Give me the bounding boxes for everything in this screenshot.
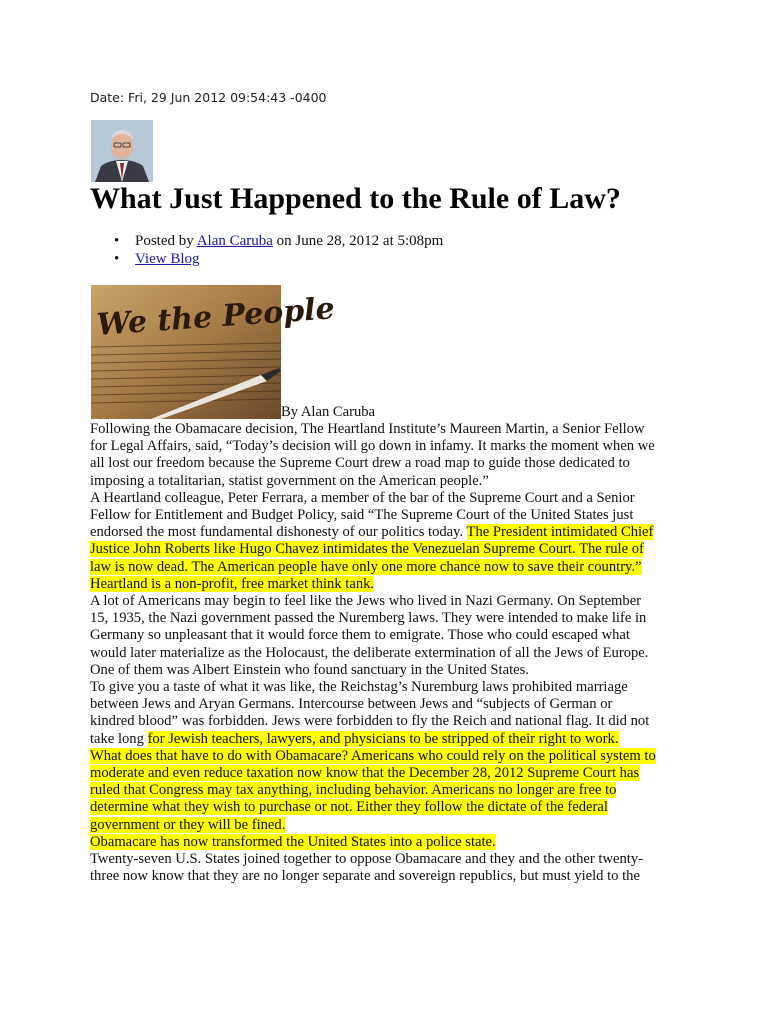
paragraph-7: Twenty-seven U.S. States joined together to oppose Obamacare and they and the other twenty- three now know that they are no longer separate and sovereign republics, but must yield to the xyxy=(90,851,643,885)
byline: By Alan Caruba xyxy=(281,404,376,420)
view-blog-item xyxy=(90,250,443,268)
highlight-3: What does that have to do with Obamacare? Americans who could rely on the political system to moderate and even reduce taxation now know that the December 28, 2012 Supreme Court has ruled that Congress may tax anything, including behavior. Americans no longer are free to determine what they wish to purchase or not. Either they follow the dictate of the federal government or they will be fined. xyxy=(90,747,656,833)
article-title: What Just Happened to the Rule of Law? xyxy=(90,182,621,215)
paragraph-4: To give you a taste of what it was like, the Reichstag’s Nuremburg laws prohibited marriage between Jews and Aryan Germans. Intercourse between Jews and “subjects of German or kindred blood” was forbidden. Jews were forbidden to fly the Reich and national flag. It did not take long for Jewish teachers, lawyers, and physicians to be stripped of their right to work. xyxy=(90,679,650,747)
paragraph-1: Following the Obamacare decision, The Heartland Institute’s Maureen Martin, a Senior Fellow for Legal Affairs, said, “Today’s decision will go down in infamy. It marks the moment when we all lost our freedom because the Supreme Court drew a road map to guide those dedicated to imposing a totalitarian, statist government on the American people.” xyxy=(90,421,655,489)
article-body xyxy=(90,421,690,885)
highlight-4: Obamacare has now transformed the United States into a police state. xyxy=(90,833,496,850)
view-blog-link[interactable]: View Blog xyxy=(135,251,200,267)
paragraph-2: A Heartland colleague, Peter Ferrara, a member of the bar of the Supreme Court and a Senior Fellow for Entitlement and Budget Policy, said “The Supreme Court of the United States just endorsed the most fundamental dishonesty of our politics today. The President intimidated Chief Justice John Roberts like Hugo Chavez intimidates the Venezuelan Supreme Court. The rule of law is now dead. The American people have only one more chance now to save their country.” Heartland is a non-profit, free market think tank. xyxy=(90,489,654,592)
highlight-1: The President intimidated Chief Justice John Roberts like Hugo Chavez intimidates the Venezuelan Supreme Court. The rule of law is now dead. The American people have only one more chance now to save their country.” Heartland is a non-profit, free market think tank. xyxy=(90,524,654,592)
post-meta-list xyxy=(90,232,443,268)
author-link[interactable]: Alan Caruba xyxy=(196,233,273,249)
paragraph-5 xyxy=(90,748,690,834)
posted-by-item: • Posted by Alan Caruba on June 28, 2012 at 5:08pm xyxy=(90,232,443,250)
email-date: Date: Fri, 29 Jun 2012 09:54:43 -0400 xyxy=(90,90,327,105)
paragraph-3: A lot of Americans may begin to feel like the Jews who lived in Nazi Germany. On September 15, 1935, the Nazi government passed the Nuremberg laws. They were intended to make life in Germany so unpleasant that it would force them to emigrate. Those who could escaped what would later materialize as the Holocaust, the deliberate extermination of all the Jews of Europe. One of them was Albert Einstein who found sanctuary in the United States. xyxy=(90,593,649,678)
author-photo xyxy=(91,120,153,182)
highlight-2: for Jewish teachers, lawyers, and physicians to be stripped of their right to work. xyxy=(147,730,619,747)
we-the-people-script: We the People xyxy=(95,291,336,343)
paragraph-6 xyxy=(90,834,690,851)
